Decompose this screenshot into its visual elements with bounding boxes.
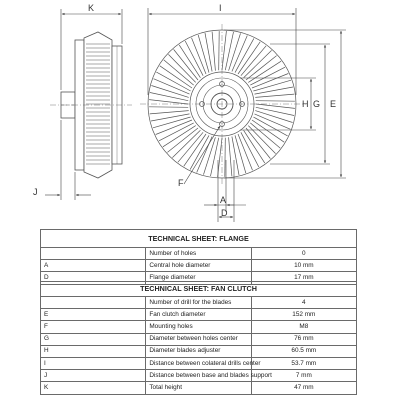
front-fin bbox=[225, 32, 233, 70]
dim-label-k: K bbox=[88, 3, 95, 13]
front-fin bbox=[246, 128, 270, 159]
row-code: K bbox=[41, 382, 146, 394]
row-value: 76 mm bbox=[251, 333, 356, 345]
table-row bbox=[41, 382, 357, 394]
front-fin bbox=[225, 138, 226, 177]
table-row bbox=[41, 357, 357, 369]
front-fin bbox=[250, 123, 280, 148]
row-code: D bbox=[41, 272, 146, 284]
row-code: G bbox=[41, 333, 146, 345]
dim-label-j: J bbox=[33, 187, 38, 197]
row-label: Number of holes bbox=[146, 248, 251, 260]
front-fin bbox=[149, 100, 188, 104]
row-code: I bbox=[41, 357, 146, 369]
front-fin bbox=[219, 31, 220, 70]
front-fin bbox=[235, 135, 246, 173]
row-value: 7 mm bbox=[251, 370, 356, 382]
dim-label-d: D bbox=[221, 208, 228, 218]
table-row bbox=[41, 248, 357, 260]
front-fin bbox=[178, 132, 203, 162]
front-fin bbox=[174, 49, 198, 80]
front-fin bbox=[256, 104, 295, 108]
front-fin bbox=[255, 94, 294, 97]
fan-clutch-technical-table bbox=[40, 281, 357, 395]
row-value: 10 mm bbox=[251, 260, 356, 272]
row-code: A bbox=[41, 260, 146, 272]
row-label: Distance between base and blades support bbox=[146, 370, 251, 382]
front-fin bbox=[198, 35, 209, 73]
front-fin bbox=[168, 54, 195, 82]
front-view bbox=[140, 24, 306, 186]
front-fin bbox=[153, 117, 191, 128]
dim-label-h: H bbox=[302, 99, 309, 109]
row-value: 0 bbox=[251, 248, 356, 260]
row-value: 152 mm bbox=[251, 309, 356, 321]
front-fin bbox=[167, 128, 198, 152]
flange-table-title: TECHNICAL SHEET: FLANGE bbox=[41, 230, 357, 248]
row-code bbox=[41, 248, 146, 260]
front-fin bbox=[205, 33, 212, 72]
front-fin bbox=[150, 93, 188, 101]
front-fin bbox=[246, 56, 277, 80]
dim-label-g: G bbox=[313, 99, 321, 109]
row-label: Diameter blades adjuster bbox=[146, 345, 251, 357]
front-fin bbox=[244, 50, 272, 77]
dim-label-e: E bbox=[330, 99, 337, 109]
row-label: Central hole diameter bbox=[146, 260, 251, 272]
row-code bbox=[41, 297, 146, 309]
row-value: 17 mm bbox=[251, 272, 356, 284]
front-fin bbox=[255, 87, 294, 94]
dim-label-f: F bbox=[178, 178, 184, 188]
table-row bbox=[41, 297, 357, 309]
front-fin bbox=[241, 46, 266, 76]
flange-technical-table bbox=[40, 229, 357, 285]
row-label: Flange diameter bbox=[146, 272, 251, 284]
row-label: Distance between colateral drills center bbox=[146, 357, 251, 369]
row-value: 4 bbox=[251, 297, 356, 309]
row-code: F bbox=[41, 321, 146, 333]
dim-label-a: A bbox=[220, 195, 227, 205]
front-fin bbox=[172, 130, 200, 157]
row-label: Mounting holes bbox=[146, 321, 251, 333]
table-row bbox=[41, 345, 357, 357]
row-value: 60.5 mm bbox=[251, 345, 356, 357]
table-row bbox=[41, 260, 357, 272]
table-row bbox=[41, 321, 357, 333]
front-fin bbox=[164, 60, 194, 85]
row-value: M8 bbox=[251, 321, 356, 333]
front-fin bbox=[232, 137, 239, 176]
front-fin bbox=[229, 137, 232, 176]
front-fin bbox=[150, 111, 189, 114]
front-fin bbox=[211, 138, 219, 176]
front-fin bbox=[256, 101, 295, 102]
row-label: Total height bbox=[146, 382, 251, 394]
row-value: 47 mm bbox=[251, 382, 356, 394]
row-value: 53.7 mm bbox=[251, 357, 356, 369]
dim-label-i: I bbox=[219, 3, 222, 13]
side-view bbox=[50, 32, 132, 178]
row-code: J bbox=[41, 370, 146, 382]
row-code: H bbox=[41, 345, 146, 357]
table-row bbox=[41, 370, 357, 382]
front-fin bbox=[151, 114, 190, 121]
row-label: Diameter between holes center bbox=[146, 333, 251, 345]
fan-clutch-table-title: TECHNICAL SHEET: FAN CLUTCH bbox=[41, 282, 357, 297]
front-fin bbox=[253, 80, 291, 91]
front-fin bbox=[212, 32, 215, 71]
row-label: Number of drill for the blades bbox=[146, 297, 251, 309]
row-label: Fan clutch diameter bbox=[146, 309, 251, 321]
front-fin bbox=[222, 31, 226, 70]
table-row bbox=[41, 309, 357, 321]
front-fin bbox=[149, 107, 188, 108]
table-row bbox=[41, 333, 357, 345]
row-code: E bbox=[41, 309, 146, 321]
front-fin bbox=[256, 107, 294, 115]
